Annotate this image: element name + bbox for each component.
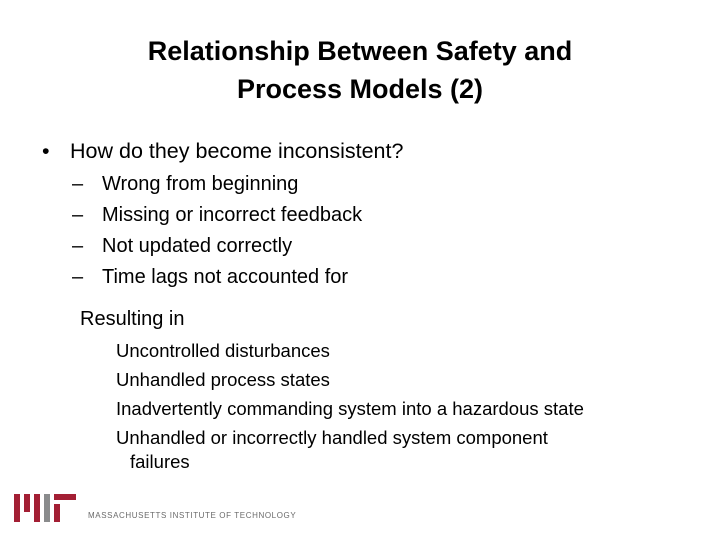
- slide-title-line-1: Relationship Between Safety and: [147, 36, 573, 66]
- main-bullet: [42, 137, 403, 165]
- dash-marker: –: [72, 266, 84, 288]
- sub-bullet-item: [72, 231, 362, 262]
- logo-bar: [24, 494, 30, 512]
- logo-bar: [14, 494, 20, 522]
- sub-bullet-text: Time lags not accounted for: [102, 266, 349, 288]
- result-text: Unhandled process states: [116, 369, 330, 390]
- logo-bar: [34, 494, 40, 522]
- result-item: [116, 365, 584, 394]
- main-bullet-text: How do they become inconsistent?: [70, 139, 404, 163]
- result-text: Uncontrolled disturbances: [116, 340, 330, 361]
- slide-title: [60, 32, 660, 108]
- sub-bullet-item: [72, 169, 362, 200]
- logo-bar: [54, 494, 76, 500]
- mit-logo: [14, 494, 314, 524]
- sub-bullet-list: [72, 169, 362, 293]
- result-list: [116, 336, 584, 476]
- sub-bullet-item: [72, 200, 362, 231]
- result-text: Inadvertently commanding system into a hazardous state: [116, 398, 584, 419]
- logo-bar: [54, 504, 60, 522]
- logo-bar: [44, 494, 50, 522]
- result-item: [116, 423, 584, 476]
- dash-marker: –: [72, 173, 84, 195]
- dash-marker: –: [72, 235, 84, 257]
- result-text: Unhandled or incorrectly handled system component: [116, 427, 548, 448]
- logo-wordmark: MASSACHUSETTS INSTITUTE OF TECHNOLOGY: [88, 511, 297, 520]
- sub-bullet-text: Missing or incorrect feedback: [102, 204, 363, 226]
- dash-marker: –: [72, 204, 84, 226]
- mit-logo-icon: [14, 494, 76, 522]
- result-text-continuation: failures: [130, 451, 190, 472]
- resulting-in-label: Resulting in: [80, 308, 185, 330]
- slide-title-line-2: Process Models (2): [236, 74, 484, 104]
- bullet-marker: •: [42, 139, 50, 163]
- sub-bullet-text: Wrong from beginning: [102, 173, 299, 195]
- sub-bullet-text: Not updated correctly: [102, 235, 293, 257]
- sub-bullet-item: [72, 262, 362, 293]
- result-item: [116, 394, 584, 423]
- result-item: [116, 336, 584, 365]
